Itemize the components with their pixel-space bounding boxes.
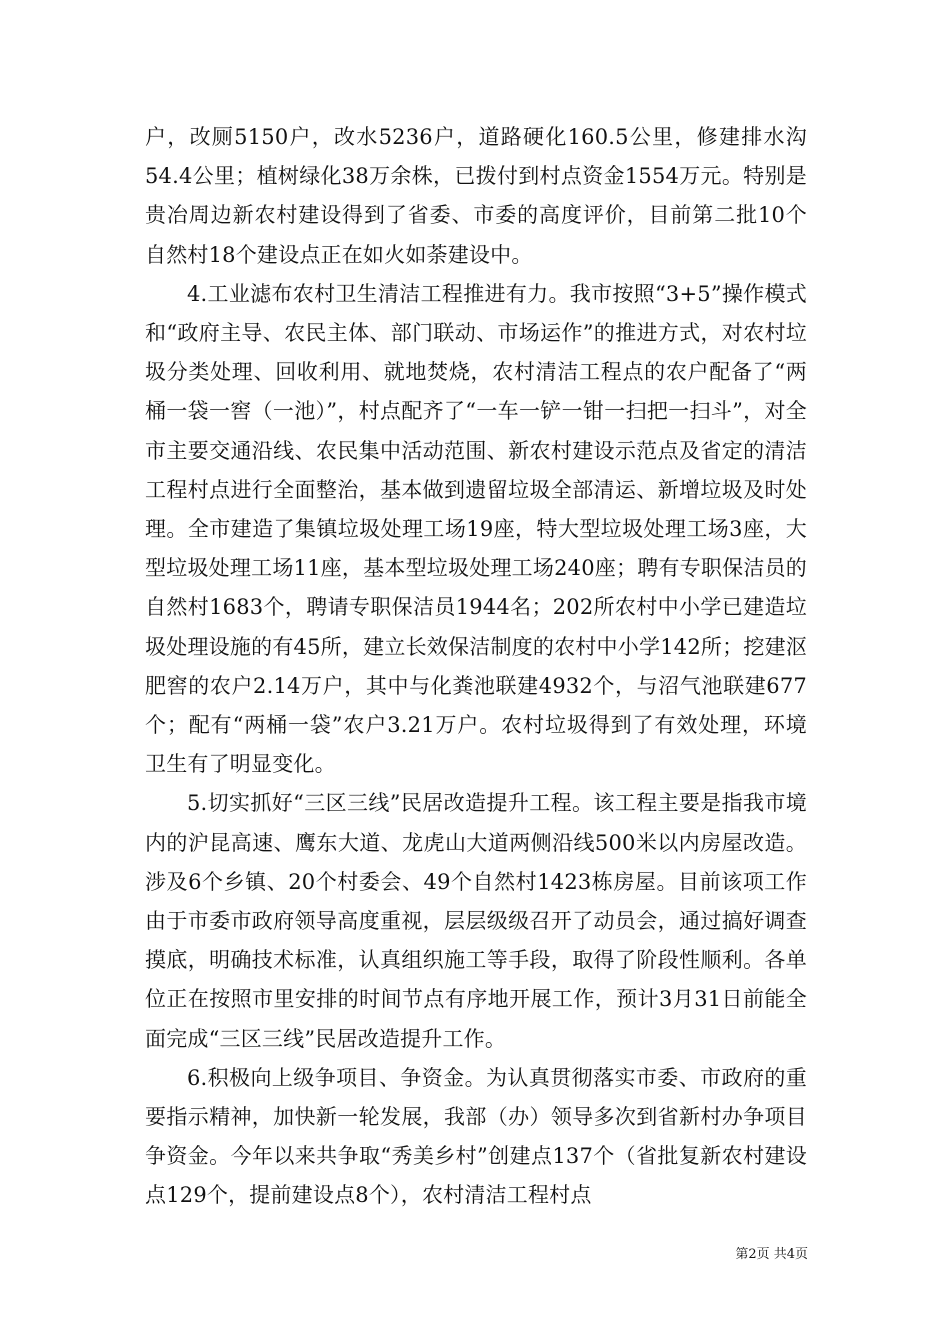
document-body <box>145 118 807 1216</box>
paragraph-sanitation-project: 4.工业滤布农村卫生清洁工程推进有力。我市按照“3+5”操作模式和“政府主导、农民主体、部门联动、市场运作”的推进方式，对农村垃圾分类处理、回收利用、就地焚烧，农村清洁工程点的农户配备了“两桶一袋一窖（一池）”，村点配齐了“一车一铲一钳一扫把一扫斗”，对全市主要交通沿线、农民集中活动范围、新农村建设示范点及省定的清洁工程村点进行全面整治，基本做到遗留垃圾全部清运、新增垃圾及时处理。全市建造了集镇垃圾处理工场19座，特大型垃圾处理工场3座，大型垃圾处理工场11座，基本型垃圾处理工场240座；聘有专职保洁员的自然村1683个，聘请专职保洁员1944名；202所农村中小学已建造垃圾处理设施的有45所，建立长效保洁制度的农村中小学142所；挖建沤肥窖的农户2.14万户，其中与化粪池联建4932个，与沼气池联建677个；配有“两桶一袋”农户3.21万户。农村垃圾得到了有效处理，环境卫生有了明显变化。 <box>145 281 807 777</box>
paragraph-funding-projects: 6.积极向上级争项目、争资金。为认真贯彻落实市委、市政府的重要指示精神，加快新一轮发展，我部（办）领导多次到省新村办争项目争资金。今年以来共争取“秀美乡村”创建点137个（省批复新农村建设点129个，提前建设点8个），农村清洁工程村点 <box>145 1065 807 1208</box>
paragraph-housing-renovation: 5.切实抓好“三区三线”民居改造提升工程。该工程主要是指我市境内的沪昆高速、鹰东大道、龙虎山大道两侧沿线500米以内房屋改造。涉及6个乡镇、20个村委会、49个自然村1423栋房屋。目前该项工作由于市委市政府领导高度重视，层层级级召开了动员会，通过搞好调查摸底，明确技术标准，认真组织施工等手段，取得了阶段性顺利。各单位正在按照市里安排的时间节点有序地开展工作，预计3月31日前能全面完成“三区三线”民居改造提升工作。 <box>145 791 807 1051</box>
paragraph-continuation: 户，改厕5150户，改水5236户，道路硬化160.5公里，修建排水沟54.4公里；植树绿化38万余株，已拨付到村点资金1554万元。特别是贵冶周边新农村建设得到了省委、市委的高度评价，目前第二批10个自然村18个建设点正在如火如荼建设中。 <box>145 125 807 267</box>
page-number: 第2页 共4页 <box>735 1247 808 1262</box>
